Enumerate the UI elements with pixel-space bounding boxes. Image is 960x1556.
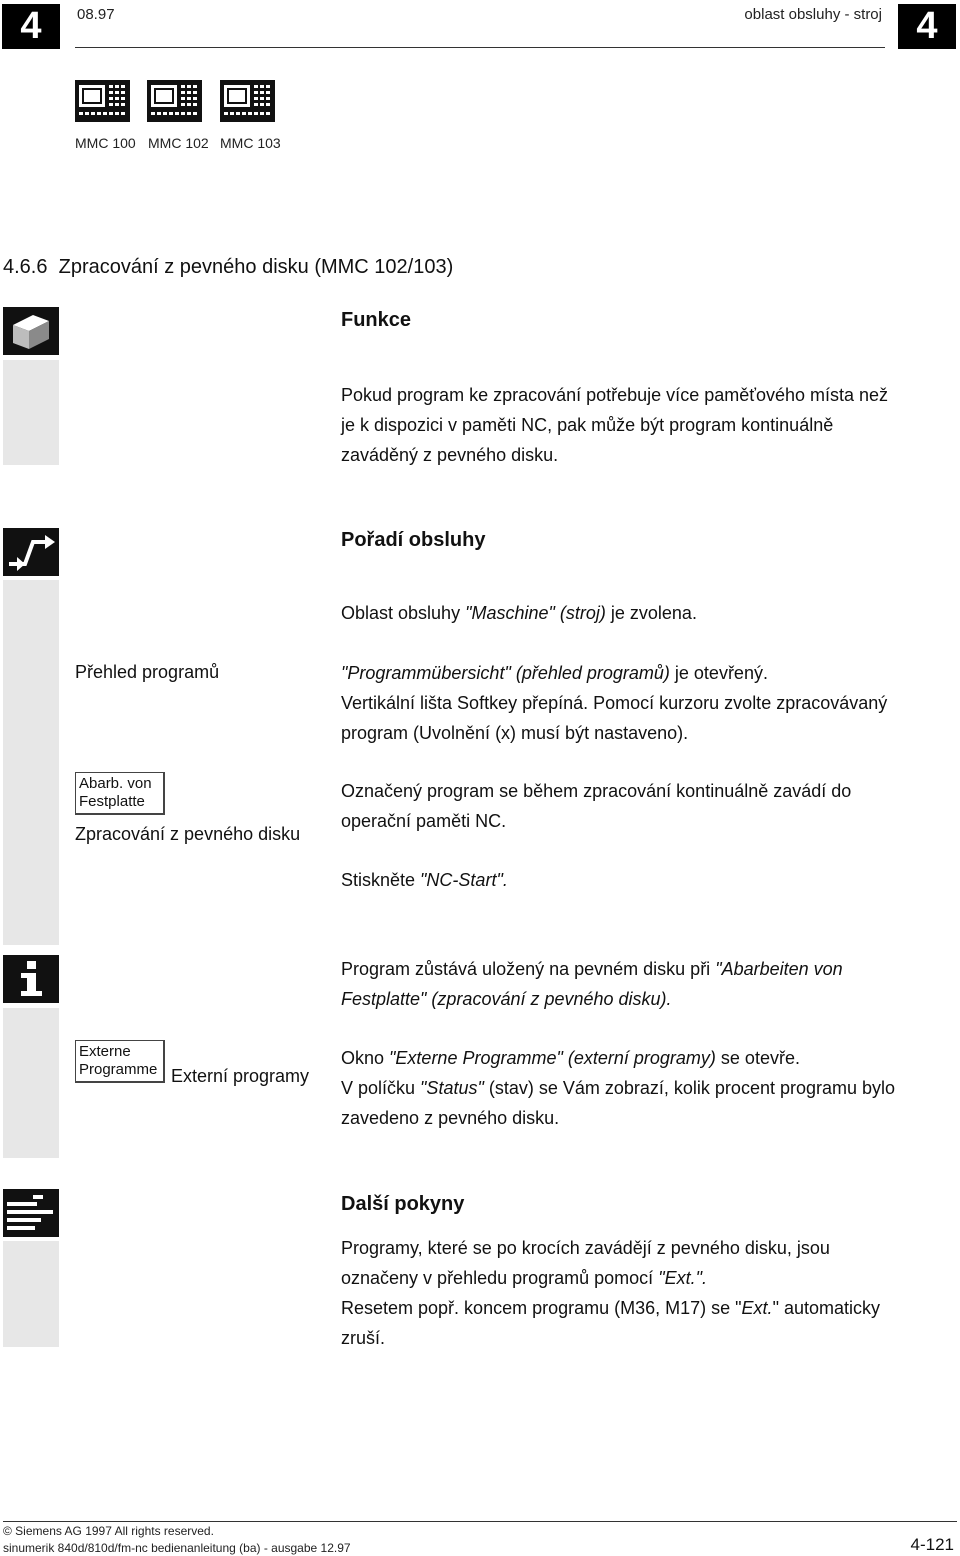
text-run: Oblast obsluhy	[341, 603, 466, 623]
abarb-side-label: Zpracování z pevného disku	[75, 824, 301, 844]
abarb-line: Označený program se během zpracování kontinuálně zavádí do	[341, 781, 852, 801]
page-number: 4-121	[910, 1535, 954, 1554]
softkey-abarb-von-festplatte[interactable]	[75, 772, 165, 815]
text-run-italic: "Programmübersicht" (přehled programů)	[341, 663, 670, 683]
softkey-label: Externe	[79, 1043, 131, 1060]
abarb-nc-start-line	[341, 865, 508, 895]
text-run-italic: "Externe Programme" (externí programy)	[389, 1048, 716, 1068]
funkce-side-bar	[3, 360, 59, 465]
text-run-italic: "Status"	[420, 1078, 484, 1098]
funkce-heading: Funkce	[341, 309, 412, 331]
poradi-line	[341, 598, 697, 628]
externe-line	[341, 1043, 895, 1073]
header-date: 08.97	[77, 6, 115, 23]
softkey-label: Abarb. von	[79, 775, 152, 792]
footer-rule	[3, 1521, 957, 1522]
footer-copyright: © Siemens AG 1997 All rights reserved.	[3, 1524, 214, 1538]
mmc-label-100: MMC 100	[75, 135, 136, 151]
text-run: je zvolena.	[605, 603, 697, 623]
poradi-side-bar	[3, 580, 59, 945]
function-cube-icon	[3, 307, 59, 360]
chapter-number-left: 4	[2, 4, 60, 49]
prehled-text	[341, 658, 887, 748]
info-icon	[3, 955, 59, 1008]
text-run: označeny v přehledu programů pomocí	[341, 1268, 659, 1288]
footer-manual: sinumerik 840d/810d/fm-nc bedienanleitung (ba) - ausgabe 12.97	[3, 1541, 351, 1555]
section-number: 4.6.6	[3, 256, 48, 278]
header-rule	[75, 47, 885, 48]
text-run-italic: "Abarbeiten von	[715, 959, 843, 979]
mmc-panel-icon	[147, 80, 202, 122]
text-run: Stiskněte	[341, 870, 421, 890]
text-run: Resetem popř. koncem programu (M36, M17) se "	[341, 1298, 742, 1318]
dalsi-line	[341, 1293, 880, 1323]
operating-sequence-arrow-icon	[3, 528, 59, 581]
prehled-line	[341, 658, 887, 688]
poradi-heading: Pořadí obsluhy	[341, 529, 486, 551]
info-line	[341, 984, 843, 1014]
dalsi-heading: Další pokyny	[341, 1193, 465, 1215]
mmc-label-103: MMC 103	[220, 135, 281, 151]
externe-line: zavedeno z pevného disku.	[341, 1108, 560, 1128]
dalsi-text	[341, 1233, 880, 1353]
funkce-line: Pokud program ke zpracování potřebuje více paměťového místa než	[341, 385, 889, 405]
header-section: oblast obsluhy - stroj	[744, 6, 882, 23]
chapter-number-right: 4	[898, 4, 956, 49]
text-run-italic: "NC-Start".	[420, 870, 508, 890]
dalsi-line	[341, 1263, 880, 1293]
prehled-line: program (Uvolnění (x) musí být nastaveno).	[341, 723, 689, 743]
pointing-hand-icon	[3, 1189, 59, 1242]
funkce-text	[341, 380, 888, 470]
softkey-label: Festplatte	[79, 793, 145, 810]
externe-line	[341, 1073, 895, 1103]
info-text	[341, 954, 843, 1014]
abarb-text	[341, 776, 851, 836]
text-run: Okno	[341, 1048, 390, 1068]
info-line	[341, 954, 843, 984]
externe-side-label: Externí programy	[171, 1066, 310, 1086]
dalsi-side-bar	[3, 1241, 59, 1347]
softkey-label: Programme	[79, 1061, 158, 1078]
mmc-label-102: MMC 102	[148, 135, 209, 151]
text-run: Program zůstává uložený na pevném disku při	[341, 959, 716, 979]
externe-text	[341, 1043, 895, 1133]
text-run-italic: Ext.	[741, 1298, 773, 1318]
text-run: se otevře.	[715, 1048, 800, 1068]
prehled-side-label: Přehled programů	[75, 662, 220, 682]
text-run: V políčku	[341, 1078, 421, 1098]
softkey-externe-programme[interactable]	[75, 1040, 165, 1083]
info-side-bar	[3, 1008, 59, 1158]
text-run-italic: "Maschine" (stroj)	[465, 603, 606, 623]
abarb-line: operační paměti NC.	[341, 811, 507, 831]
dalsi-line: Programy, které se po krocích zavádějí z pevného disku, jsou	[341, 1238, 830, 1258]
mmc-panel-icon	[220, 80, 275, 122]
text-run-italic: Festplatte" (zpracování z pevného disku).	[341, 989, 672, 1009]
text-run-italic: "Ext.".	[658, 1268, 707, 1288]
section-title	[3, 256, 453, 279]
text-run: je otevřený.	[669, 663, 768, 683]
section-title-text: Zpracování z pevného disku (MMC 102/103)	[58, 256, 454, 278]
dalsi-line: zruší.	[341, 1328, 386, 1348]
text-run: " automaticky	[772, 1298, 880, 1318]
funkce-line: je k dispozici v paměti NC, pak může být program kontinuálně	[341, 415, 834, 435]
text-run: (stav) se Vám zobrazí, kolik procent programu bylo	[483, 1078, 896, 1098]
prehled-line: Vertikální lišta Softkey přepíná. Pomocí kurzoru zvolte zpracovávaný	[341, 693, 888, 713]
mmc-panel-icon	[75, 80, 130, 122]
funkce-line: zaváděný z pevného disku.	[341, 445, 559, 465]
